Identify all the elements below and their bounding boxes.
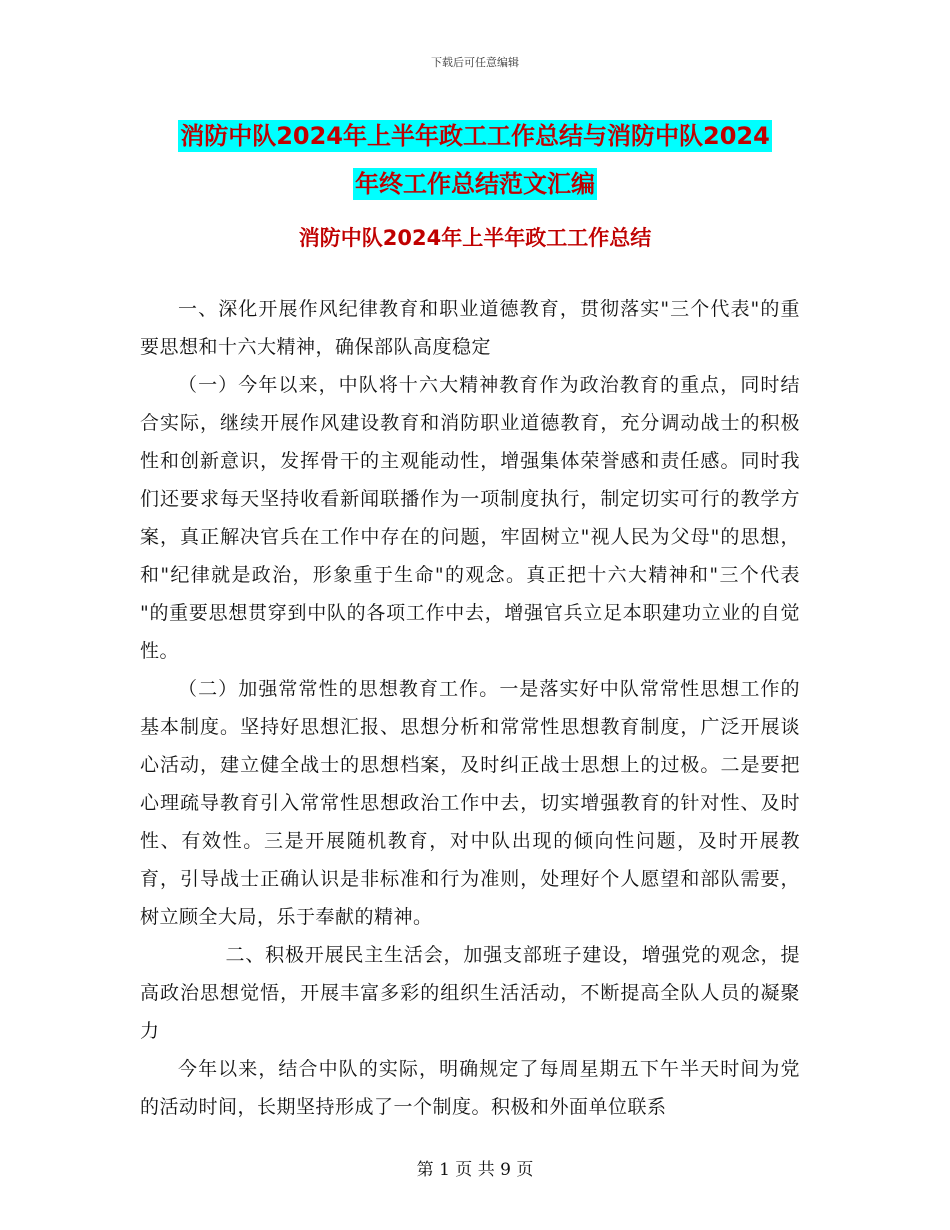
- document-title-line-2: 年终工作总结范文汇编: [355, 170, 595, 198]
- body-text: [140, 290, 800, 1126]
- page-header-note: 下载后可任意编辑: [431, 56, 519, 69]
- paragraph-2: （一）今年以来，中队将十六大精神教育作为政治教育的重点，同时结合实际，继续开展作风建设教育和消防职业道德教育，充分调动战士的积极性和创新意识，发挥骨干的主观能动性，增强集体荣誉感和责任感。同时我们还要求每天坚持收看新闻联播作为一项制度执行，制定切实可行的教学方案，真正解决官兵在工作中存在的问题，牢固树立"视人民为父母"的思想，和"纪律就是政治，形象重于生命"的观念。真正把十六大精神和"三个代表 "的重要思想贯穿到中队的各项工作中去，增强官兵立足本职建功立业的自觉性。: [140, 374, 800, 662]
- paragraph-5: 今年以来，结合中队的实际，明确规定了每周星期五下午半天时间为党的活动时间，长期坚持形成了一个制度。积极和外面单位联系: [140, 1058, 800, 1118]
- paragraph-1: 一、深化开展作风纪律教育和职业道德教育，贯彻落实"三个代表"的重要思想和十六大精神，确保部队高度稳定: [140, 298, 800, 358]
- section-title: 消防中队2024年上半年政工工作总结: [298, 226, 652, 250]
- document-title-line-1: 消防中队2024年上半年政工工作总结与消防中队2024: [180, 122, 770, 150]
- paragraph-4: 二、积极开展民主生活会，加强支部班子建设，增强党的观念，提高政治思想觉悟，开展丰富多彩的组织生活活动，不断提高全队人员的凝聚力: [140, 944, 800, 1042]
- paragraph-3: （二）加强常常性的思想教育工作。一是落实好中队常常性思想工作的基本制度。坚持好思想汇报、思想分析和常常性思想教育制度，广泛开展谈心活动，建立健全战士的思想档案，及时纠正战士思想上的过极。二是要把心理疏导教育引入常常性思想政治工作中去，切实增强教育的针对性、及时性、有效性。三是开展随机教育，对中队出现的倾向性问题，及时开展教育，引导战士正确认识是非标准和行为准则，处理好个人愿望和部队需要，树立顾全大局，乐于奉献的精神。: [140, 678, 800, 928]
- document-title: [140, 112, 810, 208]
- page-footer: 第 1 页 共 9 页: [416, 1160, 534, 1180]
